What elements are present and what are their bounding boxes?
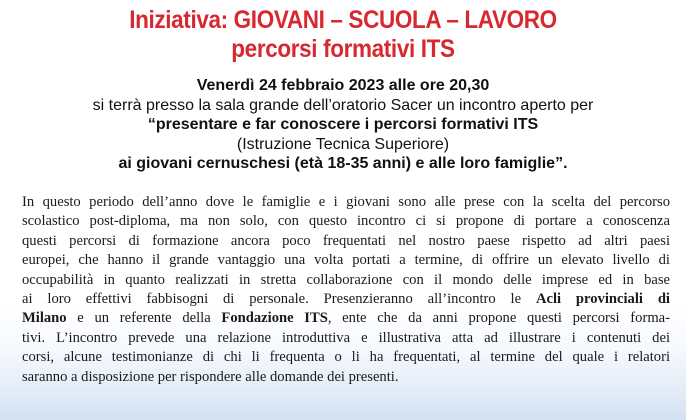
body-line: scolastico post-diploma, ma non solo, con questo incontro ci si propone di portare a conoscenza [22, 213, 670, 230]
event-date: Venerdì 24 febbraio 2023 alle ore 20,30 [196, 77, 490, 94]
body-line: questi percorsi di formazione ancora poco frequentati nel nostro paese rispetto ad altri paesi [22, 232, 670, 249]
body-line: In questo periodo dell’anno dove le famiglie e i giovani sono alle prese con la scelta del percorso [22, 194, 670, 210]
body-line: europei, che hanno il grande vantaggio una volta portati a termine, di offrire un elevato livello di [22, 252, 670, 269]
acli-name: Acli provinciali di [535, 291, 670, 308]
body-text: , ente che da anni propone questi percorsi forma- [327, 310, 671, 327]
body-line: saranno a disposizione per rispondere alle domande dei presenti. [22, 368, 399, 385]
announcement-block [0, 76, 686, 174]
body-line [22, 309, 670, 328]
announcement-line-5: ai giovani cernuschesi (età 18-35 anni) e alle loro famiglie”. [118, 155, 568, 172]
acli-city: Milano [22, 310, 67, 327]
body-line: corsi, alcune testimonianze di chi li frequenta o li ha frequentati, al termine del quale i relatori [22, 349, 670, 366]
body-line [22, 290, 670, 309]
title-line-1: Iniziativa: GIOVANI – SCUOLA – LAVORO [129, 6, 557, 34]
body-line: occupabilità in quanto realizzati in stretta collaborazione con il mondo delle imprese ed in base [22, 271, 670, 288]
body-text: ai loro effettivi fabbisogni di personale. Presenzieranno all’incontro le [22, 291, 522, 308]
page-title [34, 0, 651, 64]
body-text: e un referente della [66, 310, 222, 327]
announcement-line-2: si terrà presso la sala grande dell’oratorio Sacer un incontro aperto per [92, 96, 594, 114]
announcement-line-3: “presentare e far conoscere i percorsi formativi ITS [147, 116, 539, 133]
fondazione-name: Fondazione ITS [221, 310, 328, 327]
body-line: tivi. L’incontro prevede una relazione introduttiva e illustrativa atta ad illustrare i contenuti dei [22, 329, 670, 346]
announcement-line-4: (Istruzione Tecnica Superiore) [236, 135, 450, 153]
body-paragraph [22, 193, 670, 387]
title-line-2: percorsi formativi ITS [231, 35, 455, 63]
